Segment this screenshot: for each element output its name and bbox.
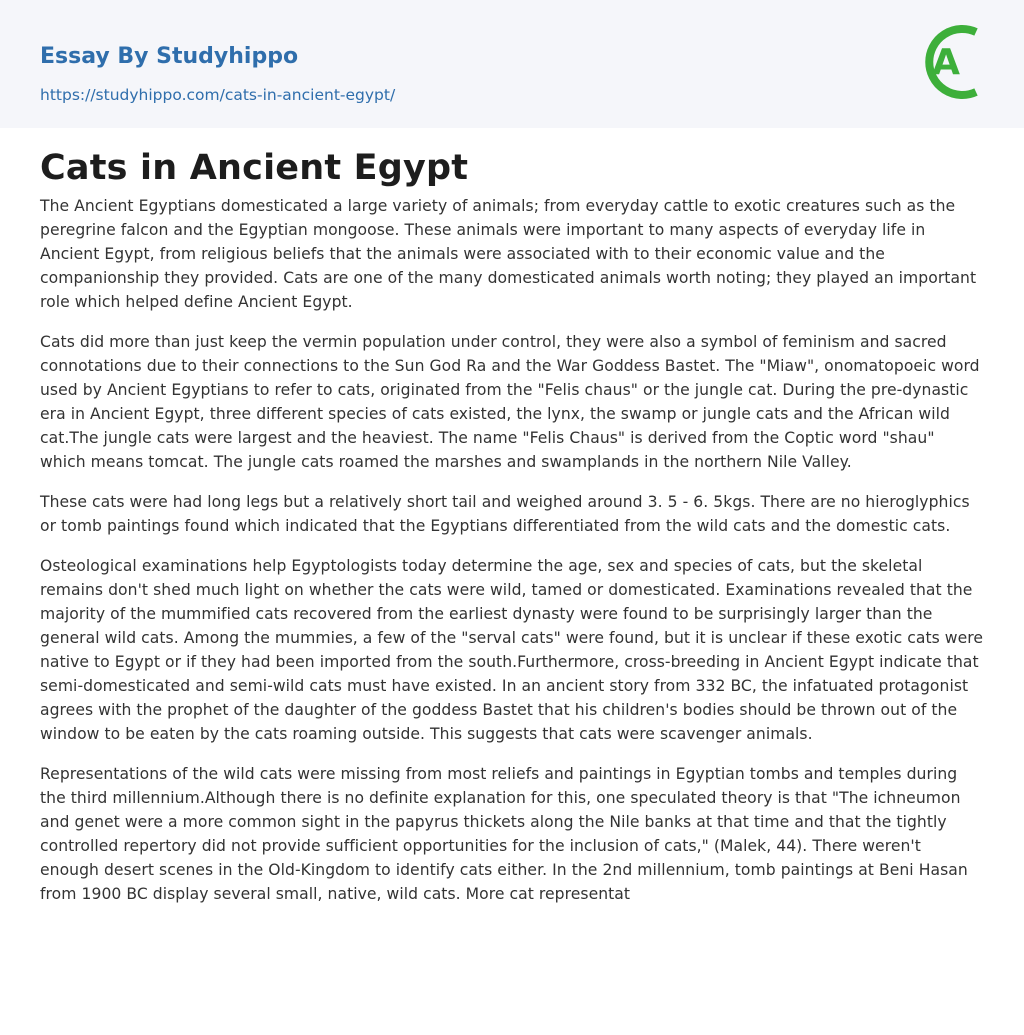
page-header [0, 0, 1024, 128]
studyhippo-logo[interactable] [914, 18, 986, 106]
logo-letter: A [932, 42, 960, 83]
essay-title: Cats in Ancient Egypt [40, 148, 469, 188]
essay-paragraph: Cats did more than just keep the vermin population under control, they were also a symbol of feminism and sacred connotations due to their connections to the Sun God Ra and the War Goddess Bastet. The "Miaw", onomatopoeic word used by Ancient Egyptians to refer to cats, originated from the "Felis chaus" or the jungle cat. During the pre-dynastic era in Ancient Egypt, three different species of cats existed, the lynx, the swamp or jungle cats and the African wild cat.The jungle cats were largest and the heaviest. The name "Felis Chaus" is derived from the Coptic word "shau" which means tomcat. The jungle cats roamed the marshes and swamplands in the northern Nile Valley. [40, 333, 980, 471]
source-url-link[interactable]: https://studyhippo.com/cats-in-ancient-egypt/ [40, 86, 396, 104]
site-title: Essay By Studyhippo [40, 44, 299, 69]
essay-paragraph: Representations of the wild cats were missing from most reliefs and paintings in Egyptian tombs and temples during the third millennium.Although there is no definite explanation for this, one speculated theory is that "The ichneumon and genet were a more common sight in the papyrus thickets along the Nile banks at that time and that the tightly controlled repertory did not provide sufficient opportunities for the inclusion of cats," (Malek, 44). There weren't enough desert scenes in the Old-Kingdom to identify cats either. In the 2nd millennium, tomb paintings at Beni Hasan from 1900 BC display several small, native, wild cats. More cat representat [40, 765, 968, 903]
essay-content [0, 128, 1024, 906]
essay-paragraph: Osteological examinations help Egyptologists today determine the age, sex and species of cats, but the skeletal remains don't shed much light on whether the cats were wild, tamed or domesticated. Examinations revealed that the majority of the mummified cats recovered from the earliest dynasty were found to be surprisingly larger than the general wild cats. Among the mummies, a few of the "serval cats" were found, but it is unclear if these exotic cats were native to Egypt or if they had been imported from the south.Furthermore, cross-breeding in Ancient Egypt indicate that semi-domesticated and semi-wild cats must have existed. In an ancient story from 332 BC, the infatuated protagonist agrees with the prophet of the daughter of the goddess Bastet that his children's bodies should be thrown out of the window to be eaten by the cats roaming outside. This suggests that cats were scavenger animals. [40, 557, 983, 743]
essay-paragraph: These cats were had long legs but a relatively short tail and weighed around 3. 5 - 6. 5kgs. There are no hieroglyphics or tomb paintings found which indicated that the Egyptians differentiated from the wild cats and the domestic cats. [40, 493, 970, 535]
essay-paragraph: The Ancient Egyptians domesticated a large variety of animals; from everyday cattle to exotic creatures such as the peregrine falcon and the Egyptian mongoose. These animals were important to many aspects of everyday life in Ancient Egypt, from religious beliefs that the animals were associated with to their economic value and the companionship they provided. Cats are one of the many domesticated animals worth noting; they played an important role which helped define Ancient Egypt. [40, 197, 977, 311]
